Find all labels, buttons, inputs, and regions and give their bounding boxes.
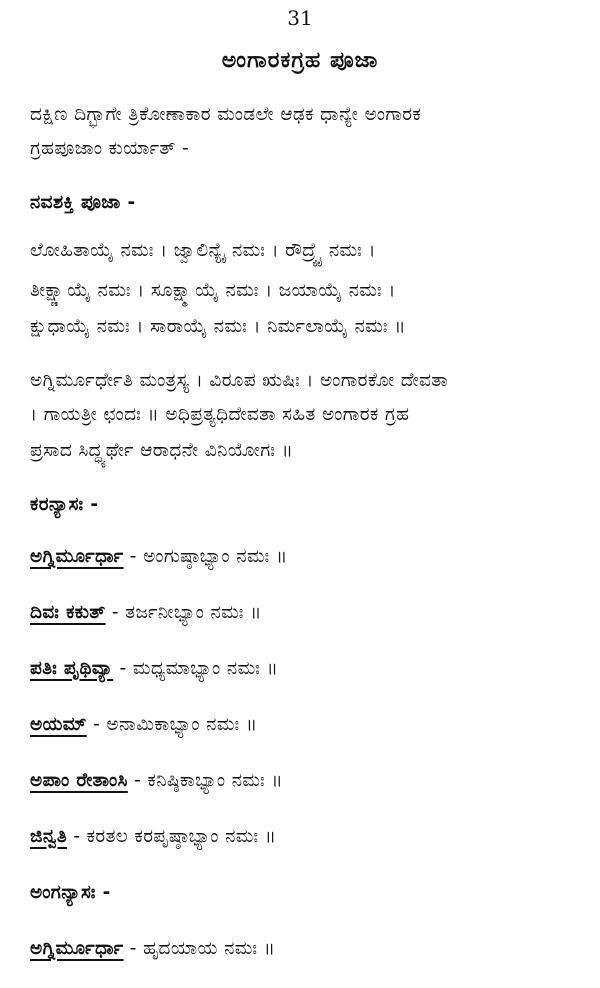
navashakti-line-1: ಲೋಹಿತಾಯೈ ನಮಃ । ಜ್ವಾಲಿನ್ಯೈ ನಮಃ । ರೌದ್ರ್ಯೈ ನಮಃ । — [30, 240, 376, 261]
anganyasa-text: - ಹೃದಯಾಯ ನಮಃ ॥ — [123, 938, 276, 959]
anganyasa-mantra: ಅಗ್ನಿರ್ಮೂರ್ಧಾ — [30, 938, 124, 959]
karanyasa-text: - ಕನಿಷ್ಠಿಕಾಭ್ಯಾಂ ನಮಃ ॥ — [127, 770, 283, 791]
karanyasa-text: - ಅನಾಮಿಕಾಭ್ಯಾಂ ನಮಃ ॥ — [86, 714, 258, 735]
navashakti-heading: ನವಶಕ್ತಿ ಪೂಜಾ - — [30, 192, 136, 213]
karanyasa-mantra: ಅಗ್ನಿರ್ಮೂರ್ಧಾ — [30, 546, 124, 567]
page-title: ಅಂಗಾರಕಗ್ರಹ ಪೂಜಾ — [221, 48, 379, 73]
karanyasa-mantra: ಪತಿಃ ಪೃಥಿವ್ಯಾ — [30, 658, 114, 679]
karanyasa-mantra: ಜಿನ್ವತಿ — [30, 826, 68, 847]
karanyasa-mantra: ಅಯಮ್ — [30, 714, 87, 735]
karanyasa-mantra: ದಿವಃ ಕಕುತ್ — [30, 602, 106, 623]
karanyasa-text: - ಕರತಲ ಕರಪೃಷ್ಠಾಭ್ಯಾಂ ನಮಃ ॥ — [67, 826, 277, 847]
karanyasa-item — [30, 602, 590, 623]
karanyasa-item — [30, 658, 590, 679]
karanyasa-item — [30, 770, 590, 791]
navashakti-line-2: ತೀಕ್ಷ್ಣಾಯೈ ನಮಃ । ಸೂಕ್ಷ್ಮಾಯೈ ನಮಃ । ಜಯಾಯೈ ನಮಃ । — [30, 280, 396, 301]
karanyasa-mantra: ಅಪಾಂ ರೇತಾಂಸಿ — [30, 770, 128, 791]
intro-line-1: ದಕ್ಷಿಣ ದಿಗ್ಭಾಗೇ ತ್ರಿಕೋಣಾಕಾರ ಮಂಡಲೇ ಆಢಕ ಧಾನ್ಯೇ ಅಂಗಾರಕ — [30, 104, 422, 125]
karanyasa-text: - ತರ್ಜನೀಭ್ಯಾಂ ನಮಃ ॥ — [105, 602, 262, 623]
viniyoga-line-1: ಅಗ್ನಿರ್ಮೂರ್ಧೇತಿ ಮಂತ್ರಸ್ಯ । ವಿರೂಪ ಋಷಿಃ । ಅಂಗಾರಕೋ ದೇವತಾ — [30, 370, 449, 391]
navashakti-line-3: ಕ್ಷುಧಾಯೈ ನಮಃ । ಸಾರಾಯೈ ನಮಃ । ನಿರ್ಮಲಾಯೈ ನಮಃ ॥ — [30, 316, 406, 337]
anganyasa-item — [30, 938, 590, 959]
viniyoga-line-2: । ಗಾಯತ್ರೀ ಛಂದಃ ॥ ಅಧಿಪ್ರತ್ಯಧಿದೇವತಾ ಸಹಿತ ಅಂಗಾರಕ ಗ್ರಹ — [30, 404, 410, 425]
karanyasa-item — [30, 714, 590, 735]
intro-line-2: ಗ್ರಹಪೂಜಾಂ ಕುರ್ಯಾತ್ - — [30, 138, 190, 159]
anganyasa-heading: ಅಂಗನ್ಯಾಸಃ - — [30, 882, 111, 903]
karanyasa-heading: ಕರನ್ಯಾಸಃ - — [30, 494, 99, 515]
viniyoga-line-3: ಪ್ರಸಾದ ಸಿದ್ಧ್ಯರ್ಥೇ ಆರಾಧನೇ ವಿನಿಯೋಗಃ ॥ — [30, 440, 294, 461]
karanyasa-item — [30, 546, 590, 567]
page-number: 31 — [287, 6, 313, 30]
karanyasa-text: - ಮಧ್ಯಮಾಭ್ಯಾಂ ನಮಃ ॥ — [113, 658, 279, 679]
karanyasa-text: - ಅಂಗುಷ್ಠಾಭ್ಯಾಂ ನಮಃ ॥ — [123, 546, 288, 567]
karanyasa-item — [30, 826, 590, 847]
